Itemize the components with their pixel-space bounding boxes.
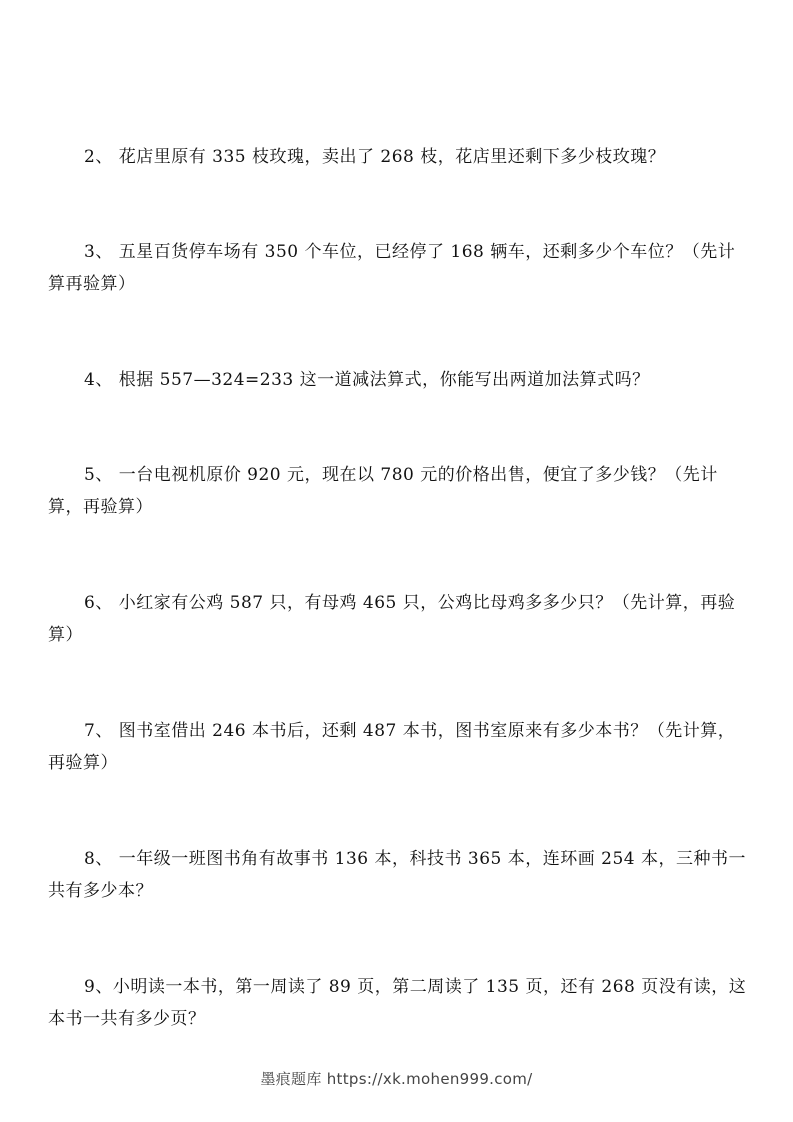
problem-4: 4、 根据 557—324=233 这一道减法算式，你能写出两道加法算式吗？ <box>84 370 650 390</box>
problem-6: 6、 小红家有公鸡 587 只，有母鸡 465 只，公鸡比母鸡多多少只？（先计算，再验算） <box>48 593 736 645</box>
problem-2: 2、 花店里原有 335 枝玫瑰，卖出了 268 枝，花店里还剩下多少枝玫瑰？ <box>84 147 666 167</box>
problem-8: 8、 一年级一班图书角有故事书 136 本，科技书 365 本，连环画 254 本，三种书一共有多少本？ <box>48 849 746 901</box>
problem-5: 5、 一台电视机原价 920 元，现在以 780 元的价格出售，便宜了多少钱？（先计算，再验算） <box>48 465 718 517</box>
footer-watermark: 墨痕题库 https://xk.mohen999.com/ <box>260 1070 533 1088</box>
problem-9: 9、小明读一本书，第一周读了 89 页，第二周读了 135 页，还有 268 页没有读，这本书一共有多少页？ <box>48 977 747 1029</box>
problem-7: 7、 图书室借出 246 本书后，还剩 487 本书，图书室原来有多少本书？（先计算，再验算） <box>48 721 736 773</box>
problem-3: 3、 五星百货停车场有 350 个车位，已经停了 168 辆车，还剩多少个车位？（先计算再验算） <box>48 242 736 294</box>
